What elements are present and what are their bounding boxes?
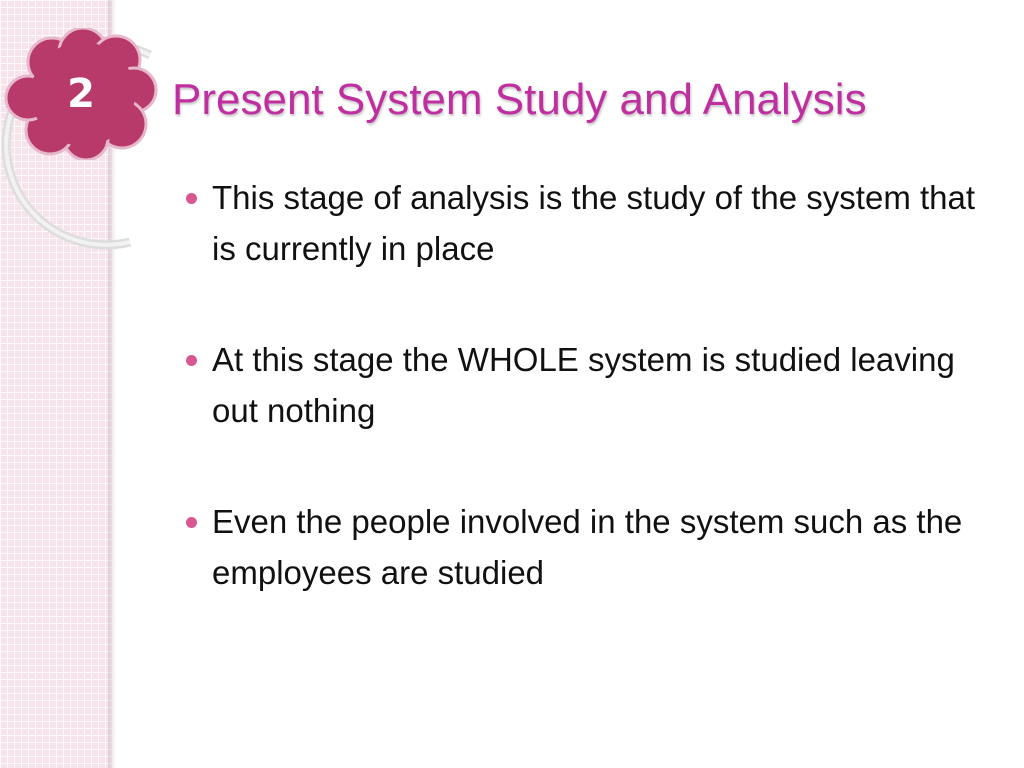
bullet-text: Even the people involved in the system such as the employees are studied <box>212 503 963 591</box>
bullet-item <box>186 334 986 436</box>
bullet-dot-icon <box>186 517 197 528</box>
slide-number: 2 <box>67 71 95 117</box>
slide-title: Present System Study and Analysis <box>172 75 867 124</box>
bullet-item <box>186 496 986 598</box>
bullet-text: This stage of analysis is the study of the system that is currently in place <box>212 179 976 267</box>
bullet-list <box>186 172 986 658</box>
bullet-dot-icon <box>186 193 197 204</box>
bullet-dot-icon <box>186 355 197 366</box>
bullet-item <box>186 172 986 274</box>
bullet-text: At this stage the WHOLE system is studied leaving out nothing <box>212 341 955 429</box>
